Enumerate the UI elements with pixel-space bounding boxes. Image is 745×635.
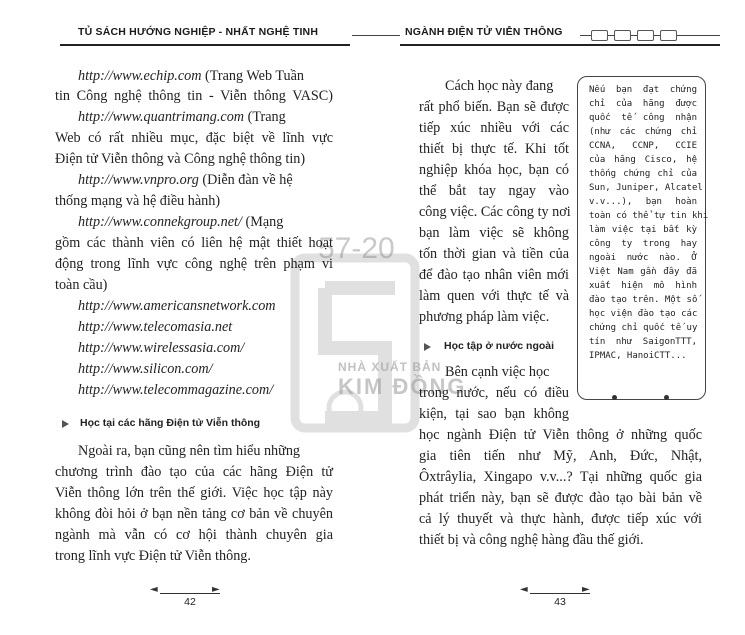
sidebar-line: Việt Nam gần đây đã <box>589 267 697 277</box>
sidebar-line: CCNA, CCNP, CCIE <box>589 141 697 151</box>
page-arrow-left-icon: ◄ <box>520 584 528 595</box>
text-line: rất phổ biến. Bạn sẽ được <box>419 99 569 115</box>
sidebar-line: v.v...), bạn hoàn <box>589 197 697 207</box>
url-line: http://www.wirelessasia.com/ <box>78 340 245 356</box>
text-line: thiết bị và công nghệ hàng đầu thế giới. <box>419 532 644 548</box>
text-line: toàn cầu) <box>55 277 108 293</box>
sidebar-line: Nếu bạn đạt chứng <box>589 85 697 95</box>
text-line: trong lĩnh vực Điện tử Viễn thông. <box>55 548 251 564</box>
header-rule-left <box>60 44 350 46</box>
text-line: học ngành Điện tử Viễn thông ở những quốc <box>419 427 702 443</box>
sidebar-line: thống chứng chỉ của <box>589 169 697 179</box>
text-line: gia tiên tiến như Mỹ, Anh, Đức, Nhật, <box>419 448 702 464</box>
sidebar-line: ngoài nước nào. Ở <box>589 253 697 263</box>
url-line: http://www.silicon.com/ <box>78 361 213 377</box>
sidebar-line: IPMAC, HanoiCTT... <box>589 351 687 361</box>
url-line: http://www.connekgroup.net/ (Mạng <box>78 214 284 230</box>
text-line: nghiệp khóa học, bạn có <box>419 162 569 178</box>
page-number-left: 42 <box>184 596 196 608</box>
page-number-right: 43 <box>554 596 566 608</box>
text-line: Ngoài ra, bạn cũng nên tìm hiểu những <box>78 443 301 459</box>
text-line: thể bắt tay ngay vào <box>419 183 569 199</box>
text-line: tin Công nghệ thông tin - Viễn thông VASC) <box>55 88 333 104</box>
page-arrow-right-icon: ► <box>582 584 590 595</box>
text-line: bạn làm việc sẽ không <box>419 225 569 241</box>
right-running-header: NGÀNH ĐIỆN TỬ VIỄN THÔNG <box>405 26 563 38</box>
page-arrow-right-icon: ► <box>212 584 220 595</box>
sidebar-line: toàn có thể tự tin khi <box>589 211 709 221</box>
left-running-header: TỦ SÁCH HƯỚNG NGHIỆP - NHẤT NGHỆ TINH <box>78 26 319 38</box>
header-deco-box <box>614 30 631 41</box>
header-rule-right <box>400 44 720 46</box>
section-title: Học tập ở nước ngoài <box>444 340 555 352</box>
url-line: http://www.telecommagazine.com/ <box>78 382 274 398</box>
sidebar-line: của hãng Cisco, hệ <box>589 155 697 165</box>
text-line: cả lý thuyết và thực hành, được tiếp xúc với <box>419 511 702 527</box>
text-line: Ôxtrâylia, Xingapo v.v...? Tại những quốc gia <box>419 469 702 485</box>
sidebar-line: đào tạo trên. Một số <box>589 295 698 305</box>
text-line: phát triển này, bạn sẽ được đào tạo bài bản về <box>419 490 702 506</box>
sidebar-line: quốc tế công nhận <box>589 113 697 123</box>
text-line: kiện, tại sao bạn không <box>419 406 569 422</box>
sidebar-dot <box>664 395 669 400</box>
sidebar-line: Sun, Juniper, Alcatel <box>589 183 703 193</box>
text-line: công việc. Các công ty nơi <box>419 204 571 220</box>
sidebar-line: chứng chỉ quốc tế uy <box>589 323 698 333</box>
sidebar-line: công ty trong hay <box>589 239 697 249</box>
sidebar-line: làm việc tại bất kỳ <box>589 225 697 235</box>
text-line: phương pháp làm việc. <box>419 309 550 325</box>
text-line: Web có rất nhiều mục, đặc biệt về lĩnh vực <box>55 130 333 146</box>
page-number-rule <box>530 593 590 594</box>
text-line: gồm các thành viên có liên hệ mật thiết hoạt <box>55 235 333 251</box>
url-line: http://www.echip.com (Trang Web Tuần <box>78 68 304 84</box>
sidebar-line: xuất hiện mô hình <box>589 281 697 291</box>
sidebar-line: tín như SaigonTTT, <box>589 337 697 347</box>
section-bullet-icon <box>424 343 431 351</box>
text-line: không đòi hỏi ở bạn nền tảng cơ bản về chuyên <box>55 506 333 522</box>
text-line: động trong lĩnh vực công nghệ trên phạm vi <box>55 256 333 272</box>
header-deco-line <box>352 35 400 36</box>
url-line: http://www.vnpro.org (Diễn đàn về hệ <box>78 172 293 188</box>
sidebar-line: học viện đào tạo các <box>589 309 698 319</box>
text-line: tốn thời gian và tiền của <box>419 246 569 262</box>
url-line: http://www.quantrimang.com (Trang <box>78 109 286 125</box>
url-line: http://www.americansnetwork.com <box>78 298 276 314</box>
text-line: thiết bị thực tế. Khi tốt <box>419 141 569 157</box>
sidebar-line: (như các chứng chỉ <box>589 127 697 137</box>
section-title: Học tại các hãng Điện tử Viễn thông <box>80 417 261 429</box>
text-line: Cách học này đang <box>445 78 554 94</box>
watermark-publisher-line2: KIM ĐỒNG <box>338 374 467 399</box>
page-number-rule <box>160 593 220 594</box>
text-line: ngành mà vẫn có cơ hội thành chuyên gia <box>55 527 333 543</box>
text-line: thống mạng và hệ điều hành) <box>55 193 221 209</box>
text-line: Bên cạnh việc học <box>445 364 550 380</box>
header-deco-box <box>637 30 654 41</box>
url-line: http://www.telecomasia.net <box>78 319 233 335</box>
text-line: chương trình đào tạo của các hãng Điện tử <box>55 464 333 480</box>
text-line: làm quen với thực tế và <box>419 288 569 304</box>
text-line: để đào tạo nhân viên mới <box>419 267 569 283</box>
sidebar-dot <box>612 395 617 400</box>
watermark-publisher-line1: NHÀ XUẤT BẢN <box>338 360 442 374</box>
header-deco-box <box>660 30 677 41</box>
section-bullet-icon <box>62 420 69 428</box>
header-deco-box <box>591 30 608 41</box>
text-line: Viễn thông lớn trên thế giới. Việc học tập này <box>55 485 333 501</box>
watermark-number: 57-20 <box>318 232 395 265</box>
text-line: trong nước, nếu có điều <box>419 385 569 401</box>
text-line: tiếp xúc nhiều với các <box>419 120 569 136</box>
text-line: Điện tử Viễn thông và Công nghệ thông tin) <box>55 151 306 167</box>
sidebar-line: chỉ của hãng được <box>589 99 697 109</box>
page-arrow-left-icon: ◄ <box>150 584 158 595</box>
